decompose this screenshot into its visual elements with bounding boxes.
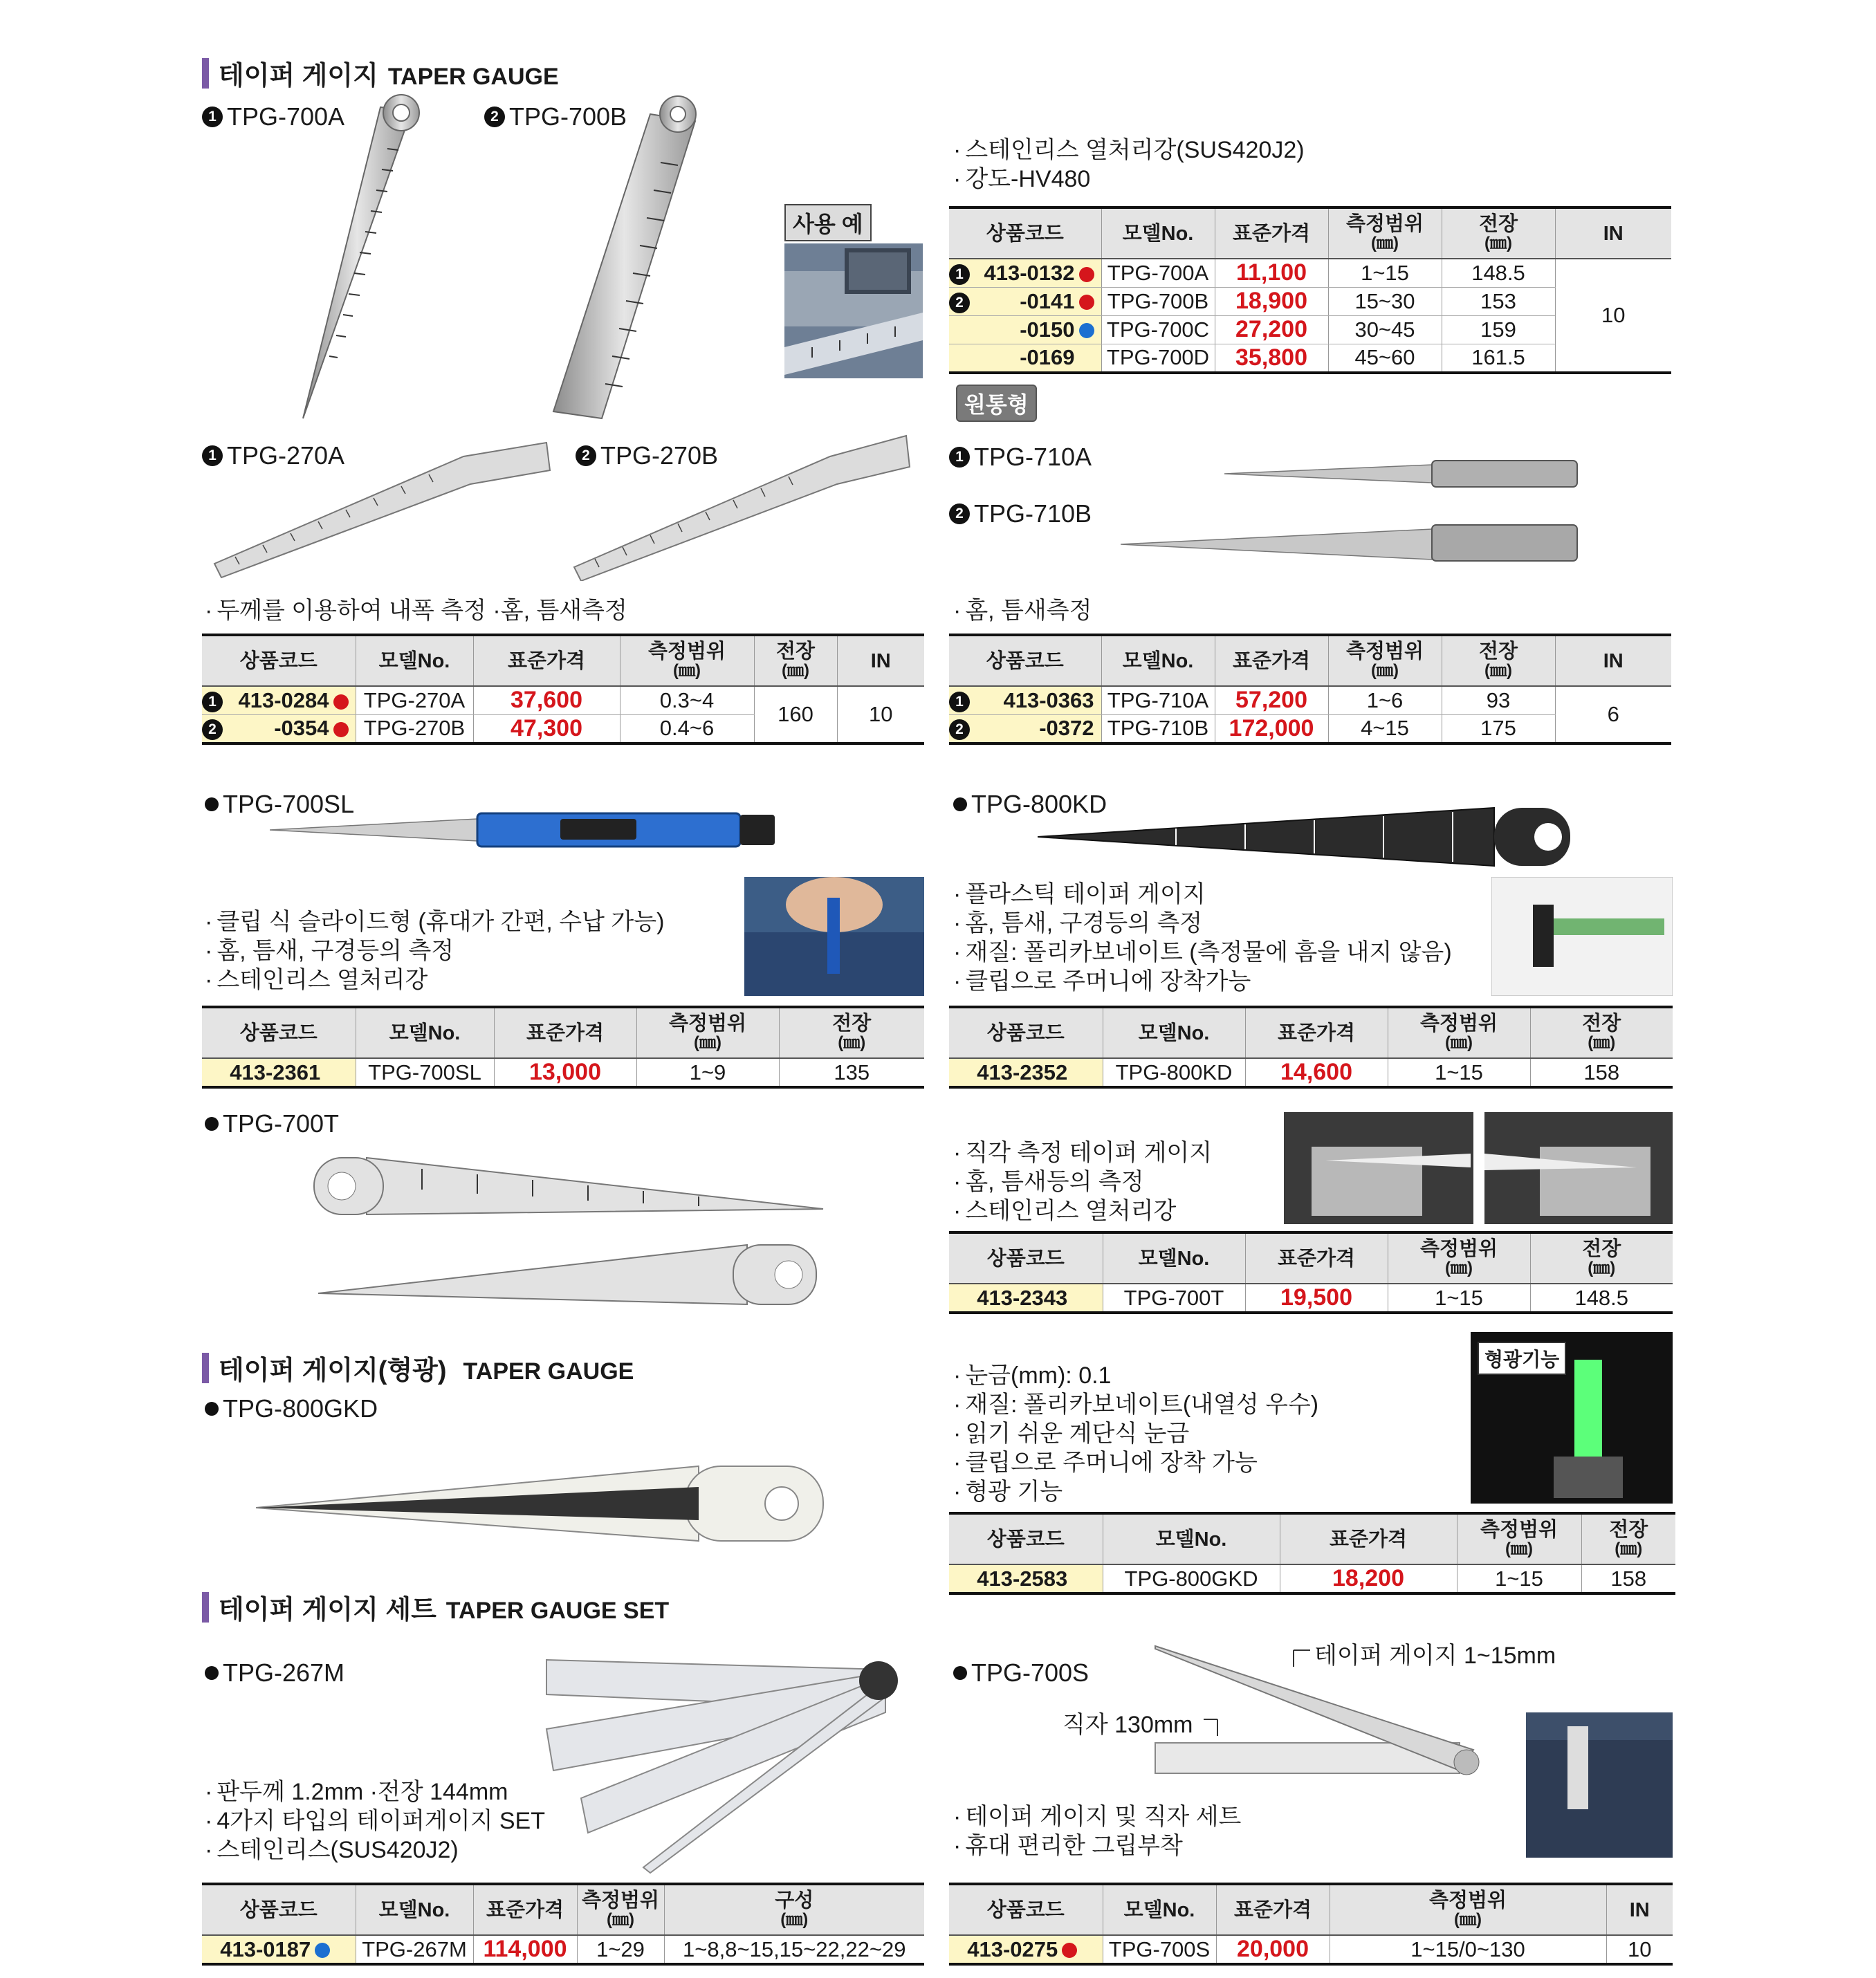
label-tpg-710b: 2 TPG-710B xyxy=(949,499,1092,528)
tpg-800kd-photo xyxy=(1491,877,1673,996)
table-row: 2 -0354 TPG-270B 47,300 0.4~6 xyxy=(202,714,924,743)
red-dot-icon xyxy=(1079,295,1094,310)
label-tpg-800gkd: TPG-800GKD xyxy=(205,1394,378,1423)
tpg-700s-spec-table: 상품코드 모델No. 표준가격 측정범위 (㎜) IN 413-0275 TPG-700S 20,000 1~15/0~130 10 xyxy=(949,1883,1673,1966)
bullet-dot-icon xyxy=(205,797,219,811)
round-type-tag: 원통형 xyxy=(956,385,1037,422)
table-row: 1 413-0132 TPG-700A 11,100 1~15 148.5 10 xyxy=(949,259,1671,287)
tpg-800gkd-image xyxy=(256,1459,830,1549)
tpg-700a-image xyxy=(291,93,429,425)
table-row: 413-2343 TPG-700T 19,500 1~15 148.5 xyxy=(949,1284,1673,1313)
table-row: 1 413-0363 TPG-710A 57,200 1~6 93 6 xyxy=(949,686,1671,714)
tpg-267m-image xyxy=(540,1653,913,1874)
tpg-700s-image xyxy=(1128,1632,1487,1791)
blue-dot-icon xyxy=(1079,323,1094,338)
tpg-700t-image-1 xyxy=(311,1148,837,1231)
table-row: 413-2352 TPG-800KD 14,600 1~15 158 xyxy=(949,1058,1673,1087)
tpg-710a-image xyxy=(1224,456,1584,491)
tpg-700sl-spec-table: 상품코드 모델No. 표준가격 측정범위 (㎜) 전장 (㎜) 413-2361 TPG-700SL 13,000 1~9 135 xyxy=(202,1006,924,1089)
table-row: -0150 TPG-700C 27,200 30~45 159 xyxy=(949,315,1671,344)
callout-ruler: 직자 130mm xyxy=(1063,1712,1193,1738)
section-title-set: 테이퍼 게이지 세트 TAPER GAUGE SET xyxy=(202,1588,669,1626)
red-dot-icon xyxy=(1062,1943,1077,1958)
tpg-700t-notes: · 직각 측정 테이퍼 게이지 · 홈, 틈새등의 측정 · 스테인리스 열처리강 xyxy=(953,1138,1212,1226)
label-tpg-700sl: TPG-700SL xyxy=(205,790,354,819)
bullet-dot-icon xyxy=(205,1117,219,1131)
tpg-710b-image xyxy=(1121,522,1584,564)
tpg-800kd-spec-table: 상품코드 모델No. 표준가격 측정범위 (㎜) 전장 (㎜) 413-2352 TPG-800KD 14,600 1~15 158 xyxy=(949,1006,1673,1089)
accent-bar xyxy=(202,58,209,89)
red-dot-icon xyxy=(1079,267,1094,282)
label-tpg-700b: 2 TPG-700B xyxy=(484,102,627,131)
tpg-710-spec-table: 상품코드 모델No. 표준가격 측정범위 (㎜) 전장 (㎜) IN 1 413-0363 TPG-710A 57,200 1~6 93 6 2 -0372 TPG-710B 172,000 4~15 175 xyxy=(949,634,1671,745)
tpg-270a-image xyxy=(208,429,553,581)
label-tpg-800kd: TPG-800KD xyxy=(953,790,1107,819)
section-title-taper-gauge: 테이퍼 게이지 TAPER GAUGE xyxy=(202,54,559,92)
tpg-800kd-notes: · 플라스틱 테이퍼 게이지 · 홈, 틈새, 구경등의 측정 · 재질: 폴리카보네이트 (측정물에 흠을 내지 않음) · 클립으로 주머니에 장착가능 xyxy=(953,880,1452,996)
table-row: 413-2361 TPG-700SL 13,000 1~9 135 xyxy=(202,1058,924,1087)
bullet-dot-icon xyxy=(205,1666,219,1680)
fluorescent-tag: 형광기능 xyxy=(1478,1342,1566,1375)
label-tpg-267m: TPG-267M xyxy=(205,1658,344,1688)
number-2-icon: 2 xyxy=(484,107,505,127)
tpg-700sl-notes: · 클립 식 슬라이드형 (휴대가 간편, 수납 가능) · 홈, 틈새, 구경등의 측정 · 스테인리스 열처리강 xyxy=(205,907,664,995)
tpg-700t-photo-2 xyxy=(1484,1112,1673,1224)
tpg-267m-notes: · 판두께 1.2mm ·전장 144mm · 4가지 타입의 테이퍼게이지 SET · 스테인리스(SUS420J2) xyxy=(205,1777,545,1865)
tpg-700t-photo-1 xyxy=(1284,1112,1473,1224)
tpg-270b-image xyxy=(567,415,913,581)
tpg-800gkd-spec-table: 상품코드 모델No. 표준가격 측정범위 (㎜) 전장 (㎜) 413-2583 TPG-800GKD 18,200 1~15 158 xyxy=(949,1512,1675,1595)
tpg-700sl-photo xyxy=(744,877,924,996)
label-tpg-700a: 1 TPG-700A xyxy=(202,102,344,131)
tpg-700s-photo xyxy=(1526,1712,1673,1858)
tpg-270-spec-table: 상품코드 모델No. 표준가격 측정범위 (㎜) 전장 (㎜) IN 1 413-0284 TPG-270A 37,600 0.3~4 160 10 2 -0354 TPG-270B 47,300 0.4~6 xyxy=(202,634,924,745)
tpg-800kd-image xyxy=(1038,802,1605,878)
accent-bar xyxy=(202,1592,209,1623)
tpg-700s-notes: · 테이퍼 게이지 및 직자 세트 · 휴대 편리한 그립부착 xyxy=(953,1802,1241,1860)
usage-example-tag: 사용 예 xyxy=(784,204,872,241)
section-title-fluorescent: 테이퍼 게이지(형광) TAPER GAUGE xyxy=(202,1349,634,1387)
label-tpg-270a: 1 TPG-270A xyxy=(202,441,344,470)
table-row: 413-0187 TPG-267M 114,000 1~29 1~8,8~15,15~22,22~29 xyxy=(202,1935,924,1964)
table-row: 1 413-0284 TPG-270A 37,600 0.3~4 160 10 xyxy=(202,686,924,714)
tpg-267m-spec-table: 상품코드 모델No. 표준가격 측정범위 (㎜) 구성 (㎜) 413-0187 TPG-267M 114,000 1~29 1~8,8~15,15~22,22~29 xyxy=(202,1883,924,1966)
table-row: 413-2583 TPG-800GKD 18,200 1~15 158 xyxy=(949,1564,1675,1593)
tpg-700t-image-2 xyxy=(318,1238,830,1314)
tpg-710-notes: · 홈, 틈새측정 xyxy=(953,596,1092,625)
table-row: -0169 TPG-700D 35,800 45~60 161.5 xyxy=(949,344,1671,373)
tpg-700-spec-table: 상품코드 모델No. 표준가격 측정범위 (㎜) 전장 (㎜) IN 1 413-0132 TPG-700A 11,100 1~15 148.5 10 2 -0141 TPG-700B 18,900 15~30 153 -0150 TPG-700C 27,200 30~45 159 -0169 TPG-700D 35,800 45~60 161.5 xyxy=(949,206,1671,374)
tpg-700t-spec-table: 상품코드 모델No. 표준가격 측정범위 (㎜) 전장 (㎜) 413-2343 TPG-700T 19,500 1~15 148.5 xyxy=(949,1231,1673,1314)
tpg-700sl-image xyxy=(270,809,858,851)
blue-dot-icon xyxy=(315,1943,330,1958)
table-row: 2 -0372 TPG-710B 172,000 4~15 175 xyxy=(949,714,1671,743)
label-tpg-700t: TPG-700T xyxy=(205,1109,339,1138)
callout-gauge: 테이퍼 게이지 1~15mm xyxy=(1314,1643,1556,1669)
tpg-700b-image xyxy=(546,93,706,425)
label-tpg-710a: 1 TPG-710A xyxy=(949,443,1092,472)
bullet-dot-icon xyxy=(953,1666,967,1680)
label-tpg-700s: TPG-700S xyxy=(953,1658,1089,1688)
label-tpg-270b: 2 TPG-270B xyxy=(576,441,718,470)
bullet-dot-icon xyxy=(205,1402,219,1416)
number-1-icon: 1 xyxy=(202,107,223,127)
table-row: 2 -0141 TPG-700B 18,900 15~30 153 xyxy=(949,287,1671,315)
table-row: 413-0275 TPG-700S 20,000 1~15/0~130 10 xyxy=(949,1935,1673,1964)
accent-bar xyxy=(202,1353,209,1383)
tpg-270-notes: · 두께를 이용하여 내폭 측정 ·홈, 틈새측정 xyxy=(205,596,627,625)
usage-example-photo xyxy=(784,243,923,378)
bullet-dot-icon xyxy=(953,797,967,811)
tpg-800gkd-notes: · 눈금(mm): 0.1 · 재질: 폴리카보네이트(내열성 우수) · 읽기 쉬운 계단식 눈금 · 클립으로 주머니에 장착 가능 · 형광 기능 xyxy=(953,1361,1318,1506)
tpg-700-notes: · 스테인리스 열처리강(SUS420J2) · 강도-HV480 xyxy=(953,136,1305,194)
